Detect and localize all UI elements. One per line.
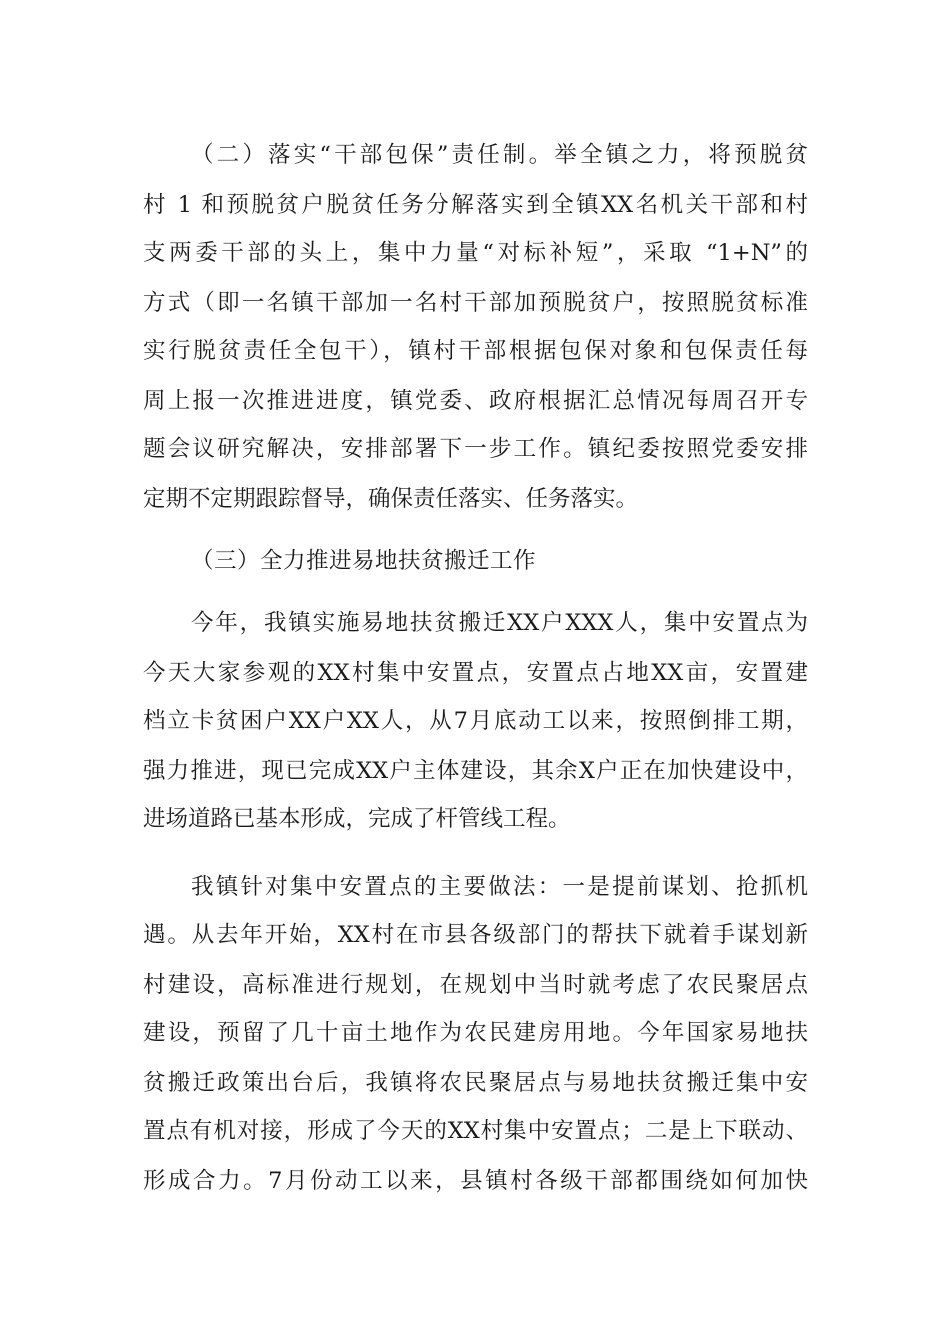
paragraph-line: 我镇针对集中安置点的主要做法：一是提前谋划、抢抓机 [191,874,808,900]
paragraph-line: 进场道路已基本形成，完成了杆管线工程。 [143,806,571,832]
paragraph-line: 定期不定期跟踪督导，确保责任落实、任务落实。 [143,486,639,512]
paragraph-line: 村建设，高标准进行规划，在规划中当时就考虑了农民聚居点 [143,972,808,998]
paragraph-line: 贫搬迁政策出台后，我镇将农民聚居点与易地扶贫搬迁集中安 [143,1070,808,1096]
paragraph-line: 实行脱贫责任全包干），镇村干部根据包保对象和包保责任每 [143,338,808,364]
paragraph-line: 遇。从去年开始，XX村在市县各级部门的帮扶下就着手谋划新 [143,922,808,948]
paragraph-line: （二）落实“干部包保”责任制。举全镇之力，将预脱贫 [191,142,808,168]
section-heading: （三）全力推进易地扶贫搬迁工作 [191,548,537,574]
paragraph-line: 方式（即一名镇干部加一名村干部加预脱贫户，按照脱贫标准 [143,290,808,316]
paragraph-line: 题会议研究解决，安排部署下一步工作。镇纪委按照党委安排 [143,436,808,462]
paragraph-line: 强力推进，现已完成XX户主体建设，其余X户正在加快建设中， [143,758,808,784]
paragraph-line: 建设，预留了几十亩土地作为农民建房用地。今年国家易地扶 [143,1020,808,1046]
paragraph-line: 档立卡贫困户XX户XX人，从7月底动工以来，按照倒排工期， [143,708,808,734]
paragraph-line: 形成合力。7月份动工以来，县镇村各级干部都围绕如何加快 [143,1168,808,1194]
paragraph-line: 今天大家参观的XX村集中安置点，安置点占地XX亩，安置建 [143,660,808,686]
paragraph-line: 置点有机对接，形成了今天的XX村集中安置点；二是上下联动、 [143,1118,808,1144]
paragraph-line: 今年，我镇实施易地扶贫搬迁XX户XXX人，集中安置点为 [191,610,808,636]
paragraph-line: 村 1 和预脱贫户脱贫任务分解落实到全镇XX名机关干部和村 [143,192,808,218]
paragraph-line: 周上报一次推进进度，镇党委、政府根据汇总情况每周召开专 [143,388,808,414]
paragraph-line: 支两委干部的头上，集中力量“对标补短”，采取 “1+N”的 [143,240,808,266]
